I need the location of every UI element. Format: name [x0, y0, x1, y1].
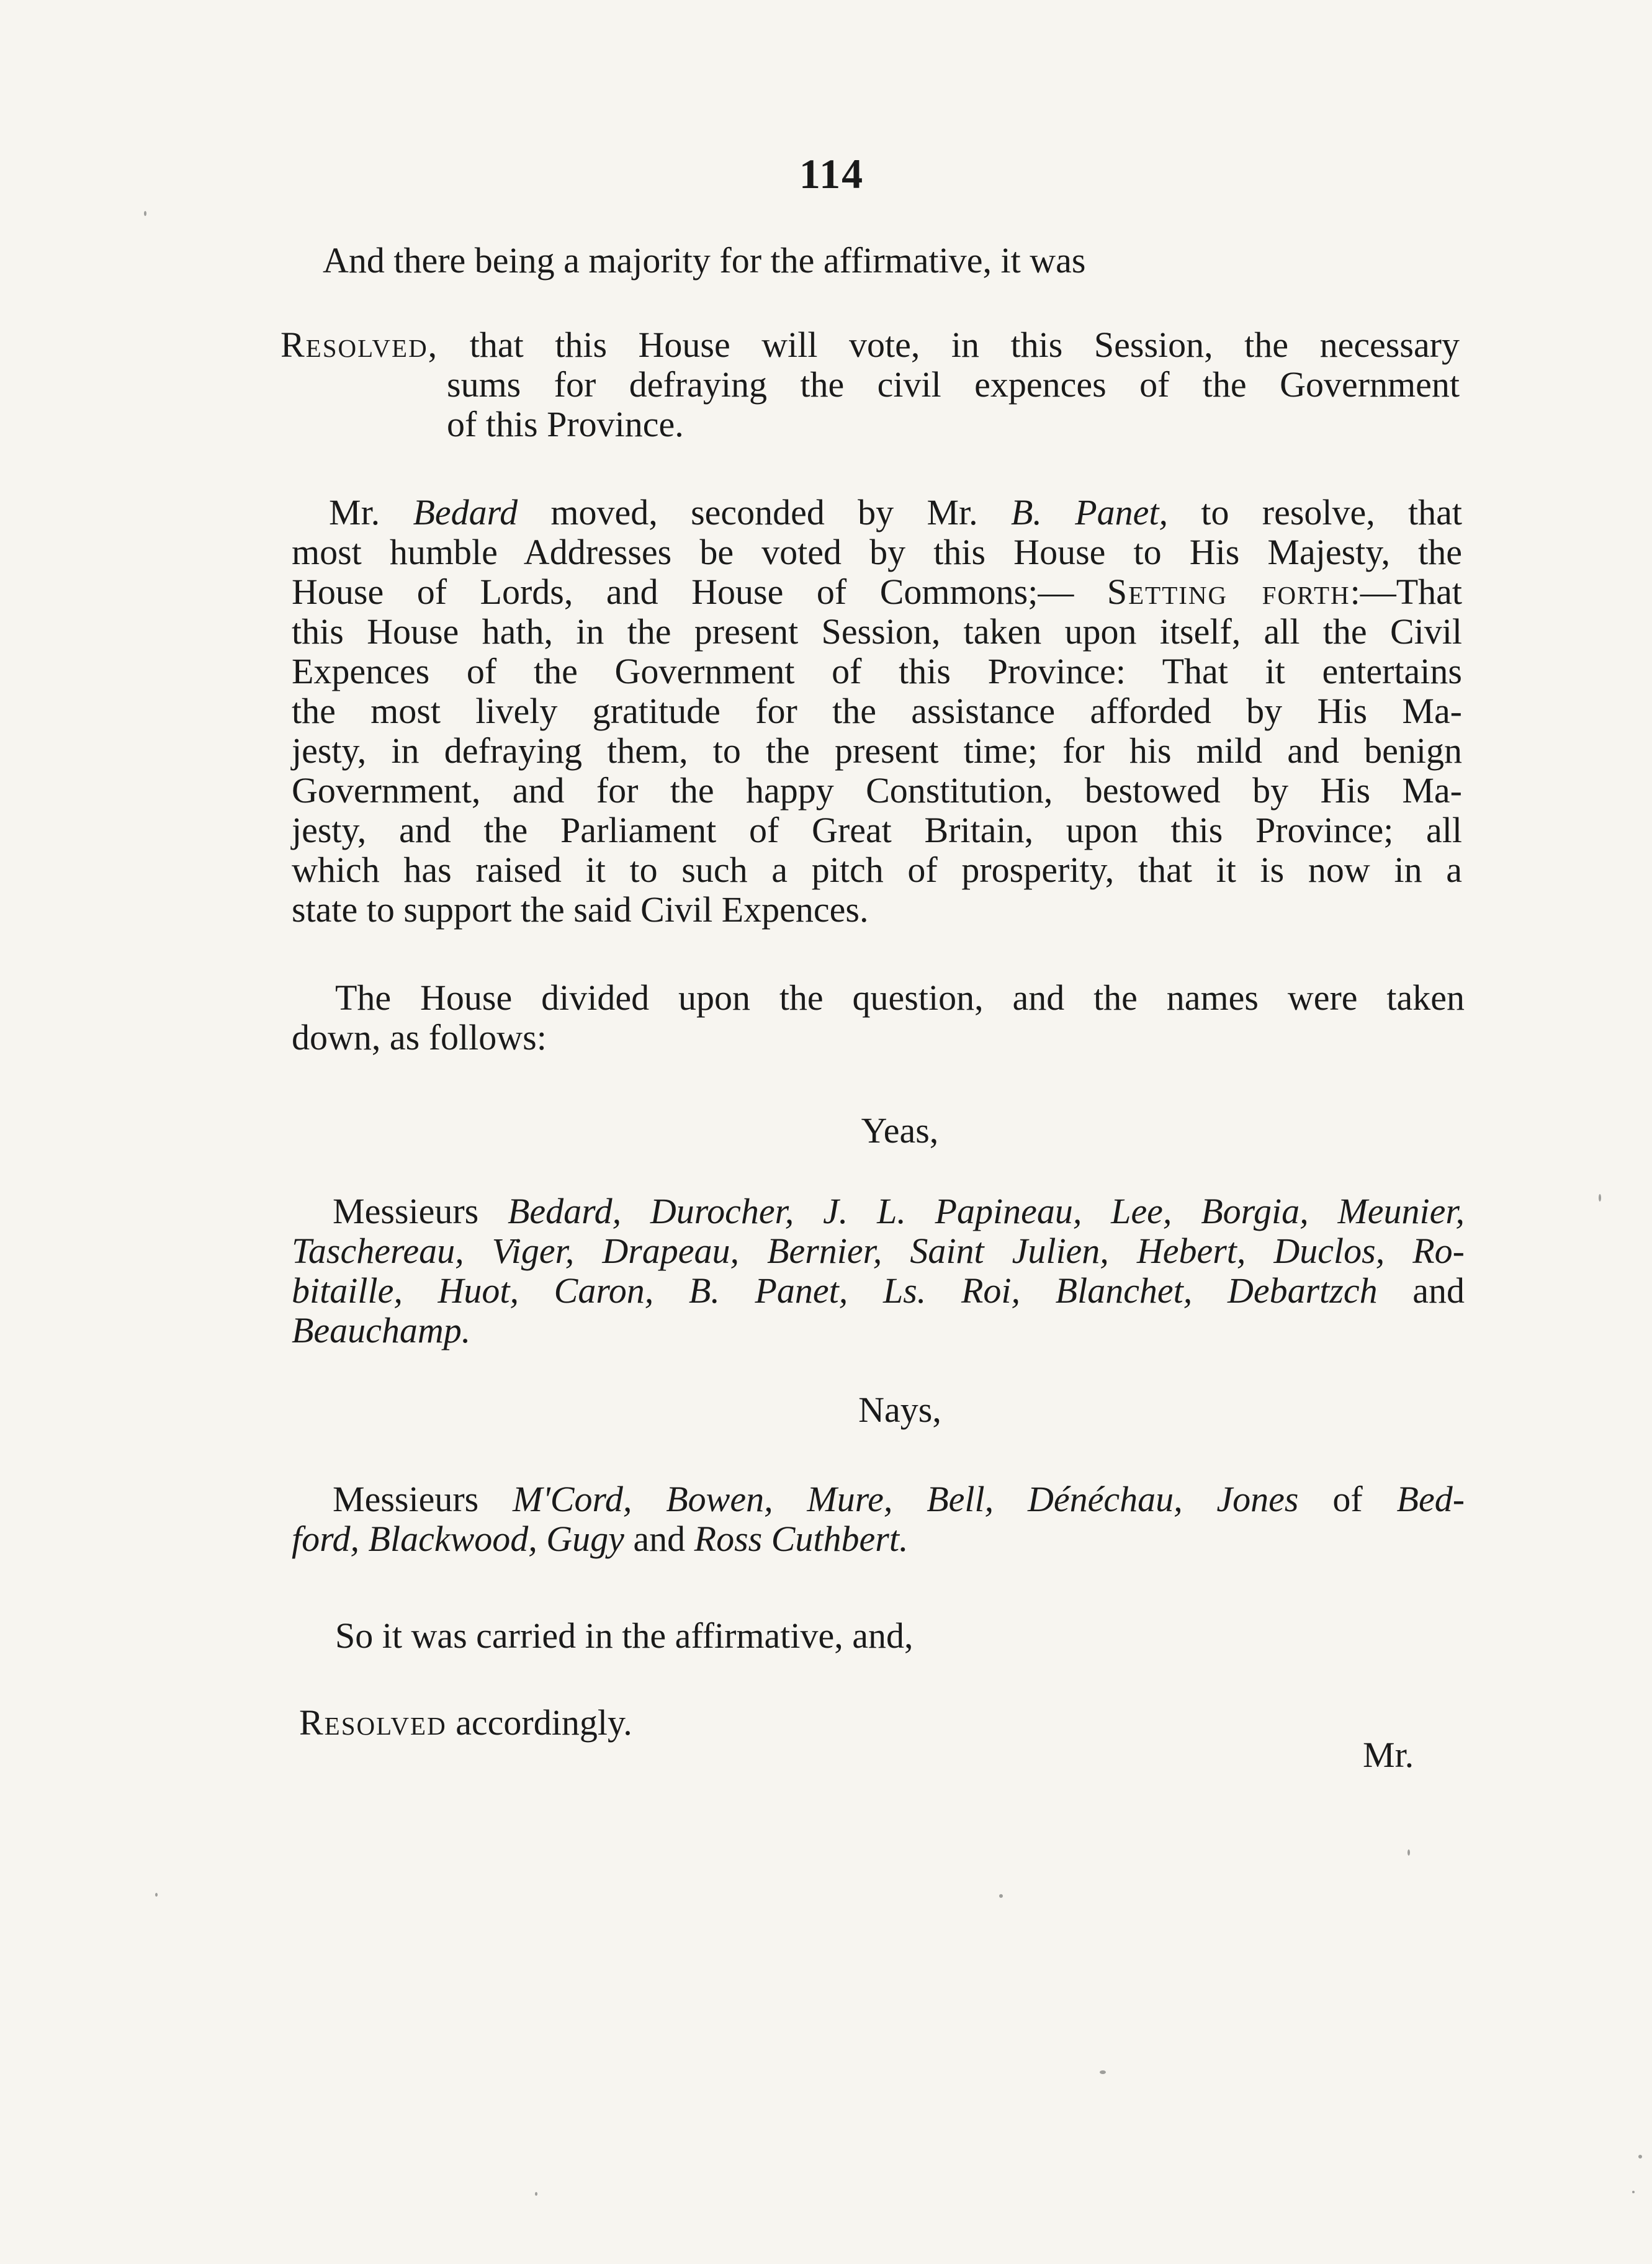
resolved-accordingly-label: Resolved — [299, 1702, 447, 1743]
resolution-line-2: sums for defraying the civil expences of the Government — [447, 364, 1460, 405]
carried-line: So it was carried in the affirmative, and, — [335, 1615, 914, 1656]
resolution-text-1: that this House will vote, in this Session, the necessary — [469, 325, 1460, 365]
nays-names-1: M'Cord, Bowen, Mure, Bell, Dénéchau, Jones — [513, 1479, 1299, 1519]
scan-speck — [1100, 2070, 1106, 2074]
yeas-line-3 — [292, 1271, 1465, 1311]
yeas-line-4: Beauchamp. — [292, 1310, 471, 1350]
catchword: Mr. — [1363, 1735, 1414, 1775]
scan-speck — [155, 1893, 158, 1897]
motion-line-11: state to support the said Civil Expences. — [292, 889, 869, 930]
yeas-heading: Yeas, — [861, 1110, 939, 1151]
yeas-and: and — [1412, 1270, 1465, 1311]
motion-line-8: Government, and for the happy Constitution, bestowed by His Ma- — [292, 770, 1462, 811]
nays-of: of — [1332, 1479, 1363, 1519]
scan-speck — [535, 2192, 537, 2196]
yeas-line-1 — [333, 1192, 1465, 1231]
nays-names-3: ford, Blackwood, Gugy — [292, 1519, 624, 1559]
motion-line-10: which has raised it to such a pitch of prosperity, that it is now in a — [292, 850, 1462, 890]
nays-names-2: Bed- — [1396, 1479, 1465, 1519]
scan-speck — [144, 211, 146, 216]
motion-houses: House of Lords, and House of Commons;— — [292, 572, 1074, 612]
motion-line-5: Expences of the Government of this Province: That it entertains — [292, 651, 1462, 691]
division-line-2: down, as follows: — [292, 1017, 547, 1058]
scan-speck — [1632, 2191, 1635, 2193]
mover-name: Bedard — [413, 492, 518, 532]
setting-forth: Setting forth — [1107, 572, 1350, 612]
resolution-line-3: of this Province. — [447, 404, 684, 444]
page-number: 114 — [799, 150, 864, 197]
nays-messieurs: Messieurs — [333, 1479, 479, 1519]
motion-line-9: jesty, and the Parliament of Great Britain, upon this Province; all — [292, 810, 1462, 850]
resolved-accordingly-text: accordingly. — [456, 1702, 632, 1743]
yeas-line-2: Taschereau, Viger, Drapeau, Bernier, Saint Julien, Hebert, Duclos, Ro- — [292, 1231, 1465, 1271]
yeas-names-3: bitaille, Huot, Caron, B. Panet, Ls. Roi, Blanchet, Debartzch — [292, 1270, 1378, 1311]
nays-line-2 — [292, 1519, 908, 1559]
nays-line-1 — [333, 1480, 1465, 1519]
motion-line-6: the most lively gratitude for the assistance afforded by His Ma- — [292, 691, 1462, 731]
seconder-name: B. Panet, — [1011, 492, 1169, 532]
resolved-label: Resolved, — [281, 325, 439, 365]
nays-heading: Nays, — [858, 1390, 941, 1430]
motion-line-2: most humble Addresses be voted by this House to His Majesty, the — [292, 532, 1462, 572]
scan-speck — [999, 1894, 1003, 1898]
motion-line-3 — [292, 572, 1462, 612]
motion-line-1 — [329, 493, 1462, 532]
intro-line: And there being a majority for the affirmative, it was — [323, 240, 1086, 281]
motion-line-4: this House hath, in the present Session, taken upon itself, all the Civil — [292, 611, 1462, 652]
scan-speck — [1407, 1849, 1410, 1856]
nays-names-4: Ross Cuthbert. — [694, 1519, 909, 1559]
motion-seconded: moved, seconded by Mr. — [550, 492, 978, 532]
resolution-line-1 — [281, 325, 1460, 365]
motion-that: :—That — [1350, 572, 1462, 612]
motion-resolve: to resolve, that — [1201, 492, 1463, 532]
scan-speck — [1599, 1194, 1601, 1202]
yeas-names-1: Bedard, Durocher, J. L. Papineau, Lee, Borgia, Meunier, — [507, 1191, 1465, 1231]
resolved-accordingly — [299, 1703, 632, 1743]
scan-speck — [1638, 2155, 1642, 2158]
division-line-1: The House divided upon the question, and the names were taken — [335, 977, 1465, 1018]
motion-line-7: jesty, in defraying them, to the present time; for his mild and benign — [292, 730, 1462, 771]
nays-and: and — [633, 1519, 686, 1559]
motion-mr: Mr. — [329, 492, 380, 532]
yeas-messieurs: Messieurs — [333, 1191, 479, 1231]
